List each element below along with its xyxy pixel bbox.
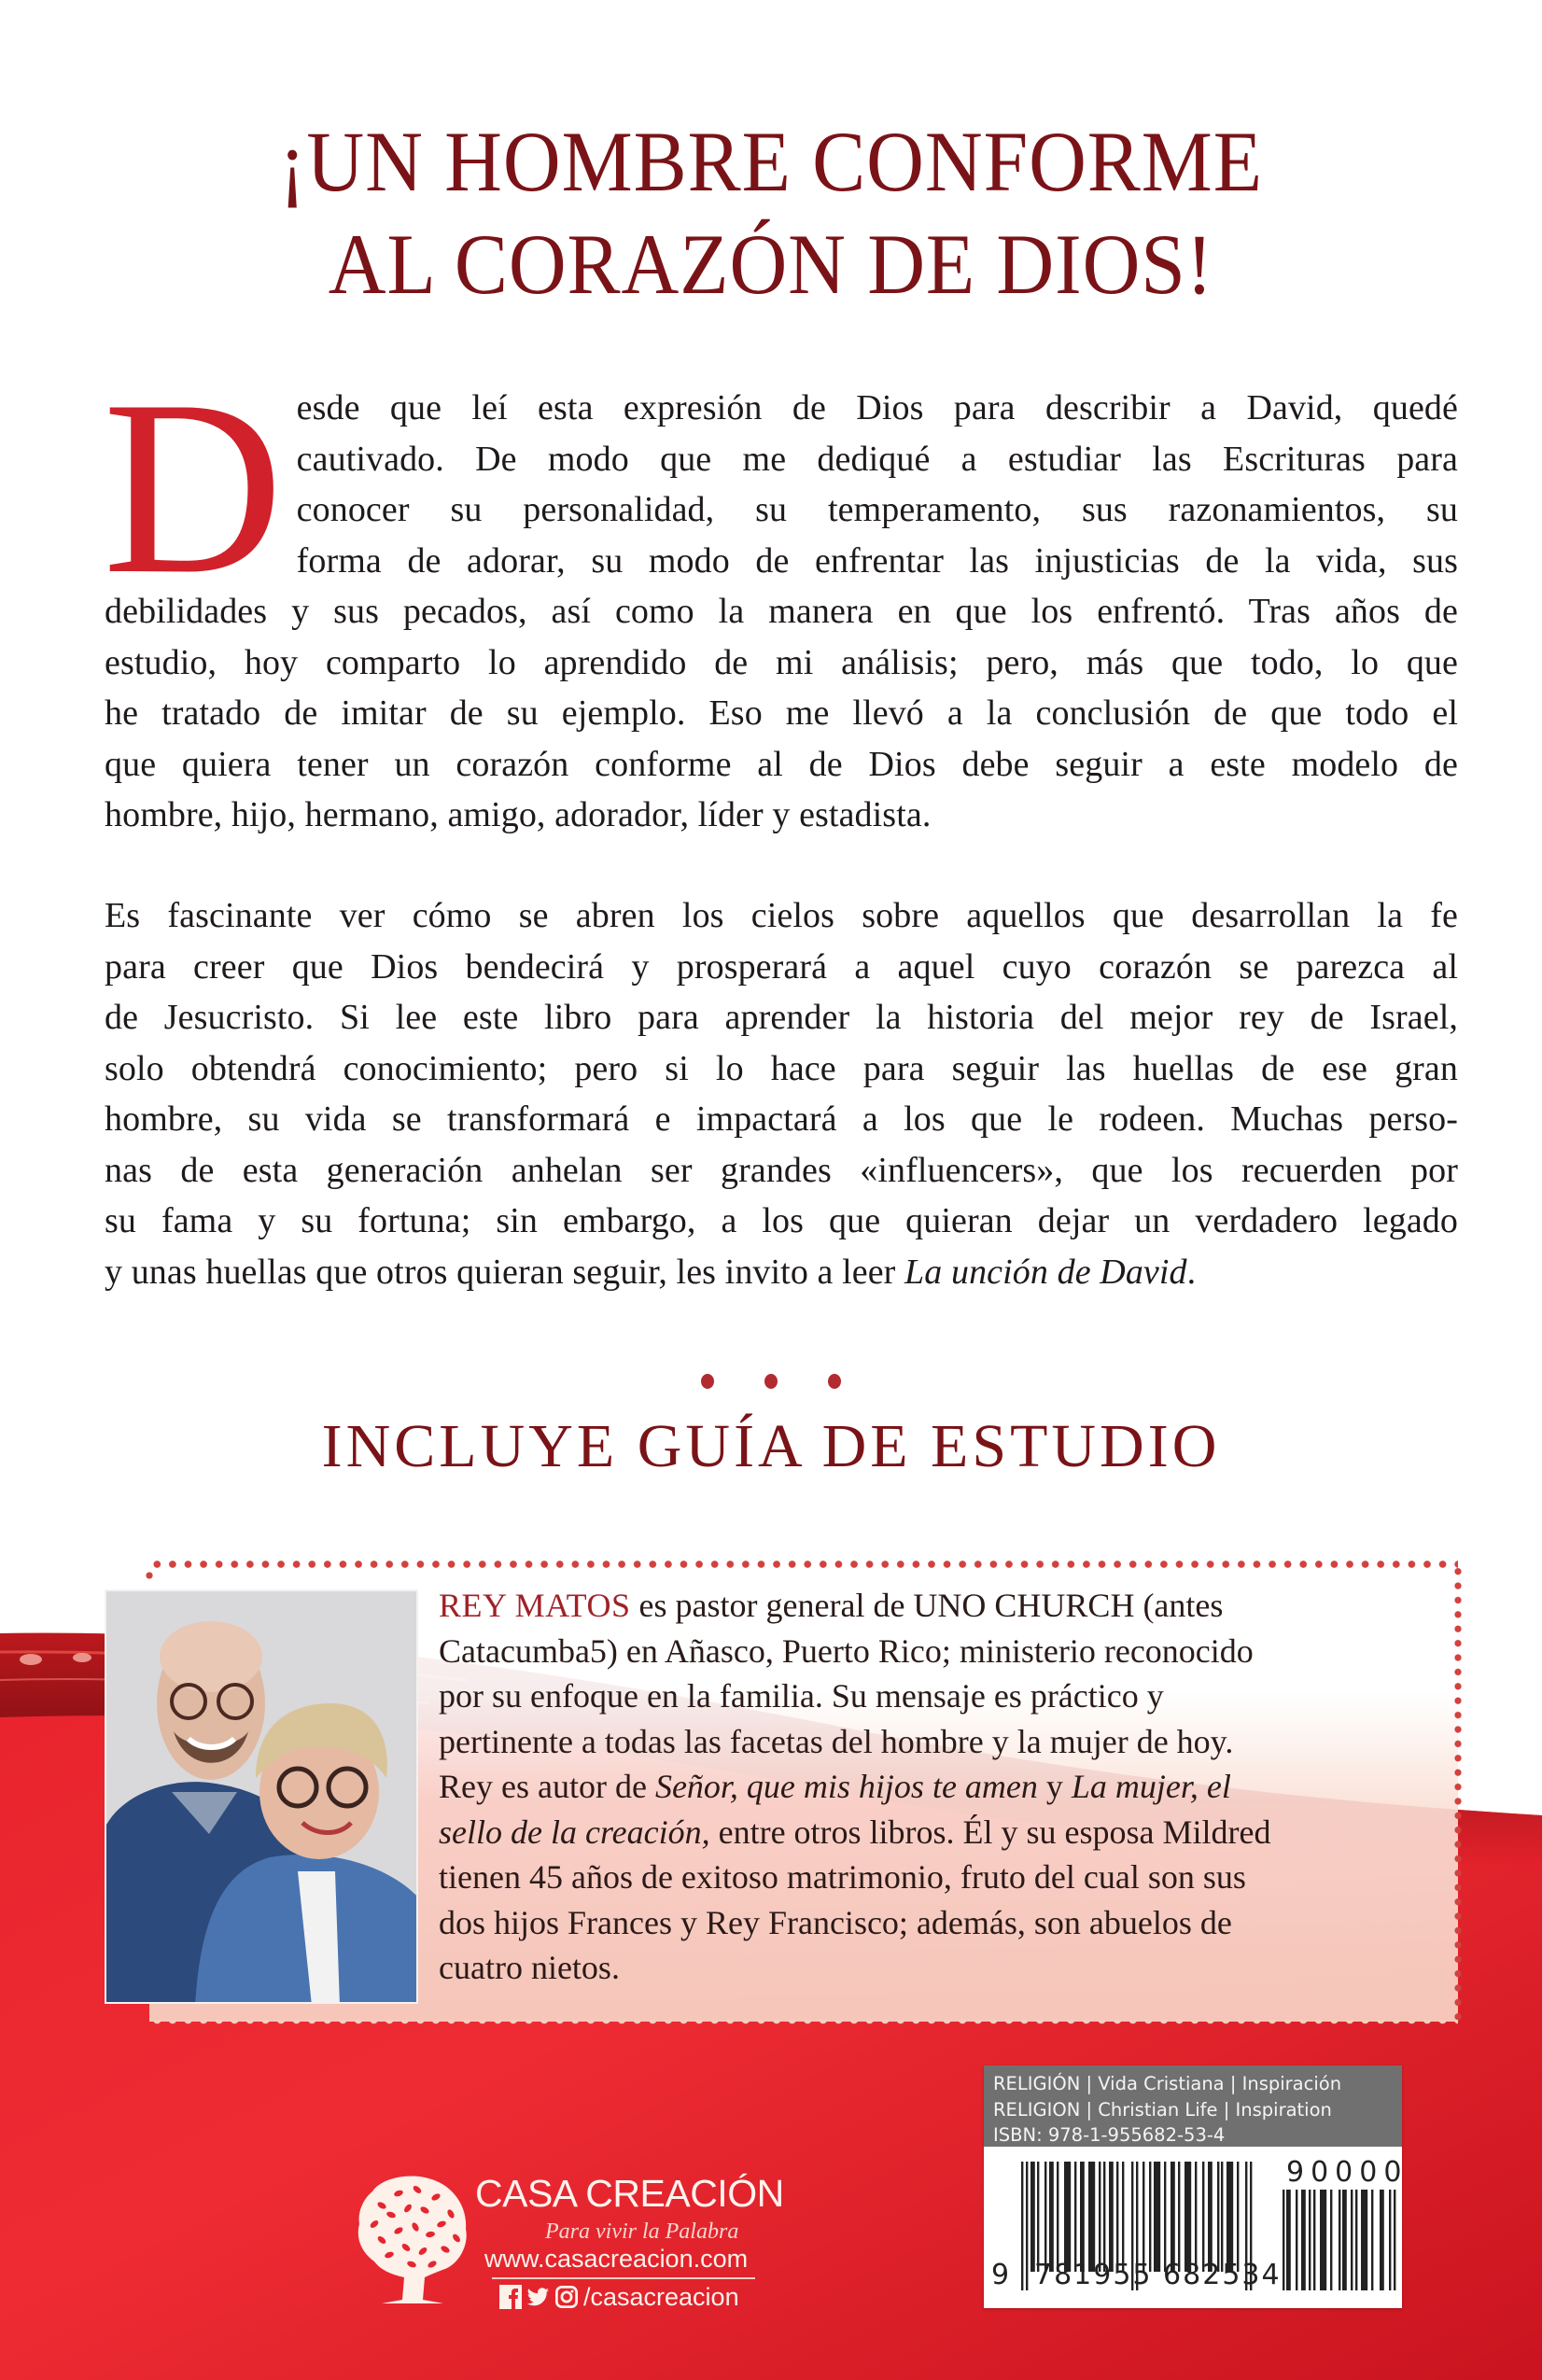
line-suffix: . — [1186, 1252, 1197, 1292]
paragraph-line: de Jesucristo. Si lee este libro para aprender la historia del mejor rey de Israel, — [105, 998, 1458, 1037]
dotted-border-right — [1454, 1564, 1462, 2022]
scalloped-border-bottom — [149, 2020, 1458, 2027]
ornament-dots — [0, 1374, 1542, 1393]
author-photo — [105, 1589, 418, 2004]
ean-number: 781955 682534 — [1034, 2259, 1282, 2291]
paragraph-line: forma de adorar, su modo de enfrentar las injusticias de la vida, sus — [296, 540, 1458, 581]
isbn-barcode-box — [984, 2065, 1409, 2308]
bio-line: pertinente a todas las facetas del hombre y la mujer de hoy. — [439, 1722, 1234, 1760]
publisher-name: CASA CREACIÓN — [475, 2172, 784, 2215]
dot-ornament — [701, 1374, 714, 1389]
headline-line-2: AL CORAZÓN DE DIOS! — [328, 217, 1214, 312]
description-paragraph-1 — [103, 348, 1458, 841]
cover-headline — [0, 110, 1542, 315]
ean-digits — [991, 2259, 1282, 2291]
paragraph-line: esde que leí esta expresión de Dios para describir a David, quedé — [296, 388, 1458, 427]
bio-line: por su enfoque en la familia. Su mensaje es práctico y — [439, 1677, 1164, 1715]
bio-text: entre otros libros. Él y su esposa Mildred — [709, 1813, 1271, 1851]
dotted-border-left — [146, 1568, 153, 1583]
paragraph-line: estudio, hoy comparto lo aprendido de mi análisis; pero, más que todo, lo que — [105, 642, 1458, 682]
logo-divider — [492, 2277, 755, 2279]
book-title: La mujer, el — [1071, 1768, 1231, 1805]
author-couple-photo-icon — [106, 1591, 418, 2004]
author-name: REY MATOS — [439, 1587, 631, 1624]
headline-line-1: ¡UN HOMBRE CONFORME — [278, 114, 1264, 209]
paragraph-line: hombre, hijo, hermano, amigo, adorador, líder y estadista. — [105, 795, 932, 834]
bio-line: tienen 45 años de exitoso matrimonio, fruto del cual son sus — [439, 1858, 1246, 1896]
ean-first-digit: 9 — [991, 2259, 1012, 2291]
paragraph-last-line — [105, 1247, 1458, 1298]
isbn-label: ISBN: 978-1-955682-53-4 — [993, 2124, 1226, 2146]
drop-cap: D — [103, 348, 284, 625]
paragraph-line: conocer su personalidad, su temperamento, sus razonamientos, su — [296, 490, 1458, 529]
paragraph-line: su fama y su fortuna; sin embargo, a los que quieran dejar un verdadero legado — [105, 1201, 1458, 1240]
dot-ornament — [764, 1374, 778, 1389]
publisher-tagline: Para vivir la Palabra — [545, 2219, 739, 2244]
publisher-website-link[interactable]: www.casacreacion.com — [484, 2245, 749, 2273]
bio-line: cuatro nietos. — [439, 1949, 620, 1986]
paragraph-line: para creer que Dios bendecirá y prosperará a aquel cuyo corazón se parezca al — [105, 946, 1458, 987]
paragraph-line: hombre, su vida se transformará e impactará a los que le rodeen. Muchas perso- — [105, 1099, 1458, 1139]
bio-line: Catacumba5) en Añasco, Puerto Rico; ministerio reconocido — [439, 1631, 1254, 1670]
category-english: RELIGION | Christian Life | Inspiration — [993, 2098, 1332, 2121]
social-links — [499, 2283, 739, 2311]
category-bar — [984, 2065, 1402, 2147]
instagram-icon[interactable] — [555, 2285, 578, 2309]
price-code: 90000 — [1286, 2156, 1409, 2189]
bio-text: Rey es autor de — [439, 1768, 655, 1805]
bio-line — [439, 1810, 1447, 1855]
bio-text: es pastor general de UNO CHURCH (antes — [630, 1587, 1224, 1624]
publisher-logo — [354, 2173, 802, 2313]
addon-barcode-icon — [1283, 2190, 1396, 2290]
facebook-icon[interactable] — [499, 2285, 522, 2309]
paragraph-line: he tratado de imitar de su ejemplo. Eso me llevó a la conclusión de que todo el — [105, 693, 1458, 733]
paragraph-line: que quiera tener un corazón conforme al de Dios debe seguir a este modelo de — [105, 744, 1458, 784]
bio-line: dos hijos Frances y Rey Francisco; además, son abuelos de — [439, 1903, 1232, 1941]
study-guide-heading: INCLUYE GUÍA DE ESTUDIO — [321, 1412, 1221, 1480]
twitter-icon[interactable] — [527, 2285, 550, 2309]
paragraph-line: nas de esta generación anhelan ser grandes «influencers», que los recuerden por — [105, 1150, 1458, 1190]
dotted-border-top — [149, 1561, 1458, 1568]
bio-text: y — [1037, 1768, 1072, 1805]
social-handle[interactable]: /casacreacion — [583, 2282, 739, 2311]
tree-icon — [354, 2173, 471, 2311]
book-title: La unción de David — [904, 1252, 1187, 1292]
author-bio — [439, 1583, 1447, 1991]
dot-ornament — [828, 1374, 841, 1389]
bio-line — [439, 1583, 1447, 1629]
paragraph-line: debilidades y sus pecados, así como la manera en que los enfrentó. Tras años de — [105, 592, 1458, 631]
paragraph-line: Es fascinante ver cómo se abren los cielos sobre aquellos que desarrollan la fe — [105, 896, 1458, 935]
line-prefix: y unas huellas que otros quieran seguir, les invito a leer — [105, 1252, 905, 1292]
book-title: Señor, que mis hijos te amen — [654, 1768, 1038, 1805]
category-spanish: RELIGIÓN | Vida Cristiana | Inspiración — [993, 2073, 1342, 2094]
paragraph-line: solo obtendrá conocimiento; pero si lo hace para seguir las huellas de ese gran — [105, 1048, 1458, 1088]
description-paragraph-2 — [105, 890, 1458, 1297]
bio-line — [439, 1764, 1447, 1810]
book-title: sello de la creación, — [439, 1813, 710, 1851]
paragraph-line: cautivado. De modo que me dediqué a estudiar las Escrituras para — [296, 439, 1458, 479]
